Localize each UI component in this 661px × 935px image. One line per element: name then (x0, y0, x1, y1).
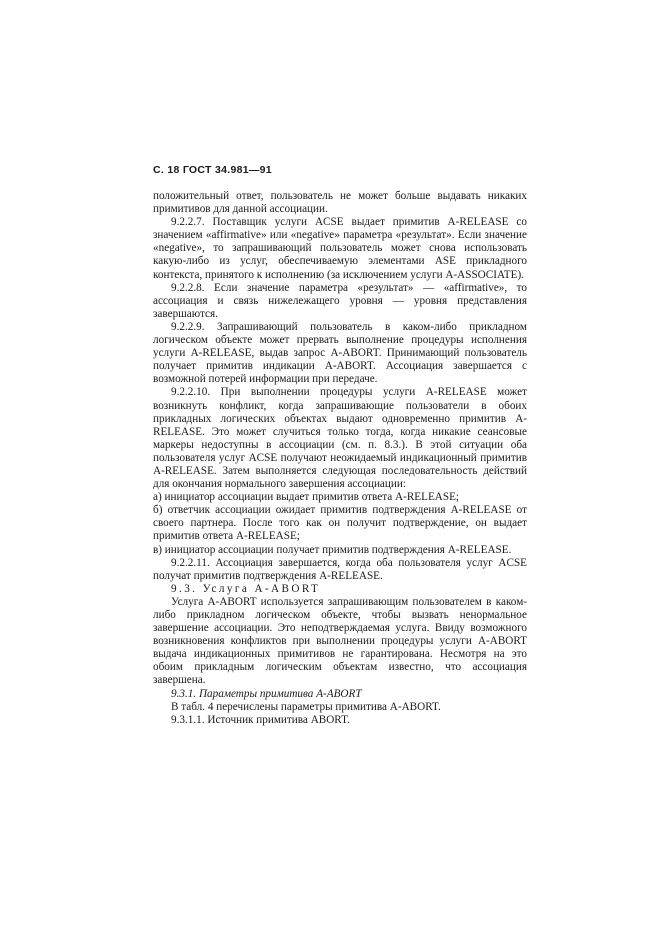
list-sequence (153, 491, 527, 556)
paragraph-9-3-1-1: 9.3.1.1. Источник примитива ABORT. (171, 713, 350, 726)
paragraph-continuation: положительный ответ, пользователь не может больше выдавать никаких примитивов для данной ассоциации. (153, 190, 527, 216)
paragraph-9-2-2-10: 9.2.2.10. При выполнении процедуры услуги A-RELEASE может возникнуть конфликт, когда запрашивающие пользователи в обоих прикладных логических объектах выдают одновременно примитив A-RELEASE. Это может случиться только тогда, когда никакие сеансовые маркеры недоступны в ассоциации (см. п. 8.3.). В этой ситуации оба пользователя услуг ACSE получают неожидаемый индикационный примитив A-RELEASE. Затем выполняется следующая последовательность действий для окончания нормального завершения ассоциации: (153, 386, 527, 491)
paragraph-9-2-2-9: 9.2.2.9. Запрашивающий пользователь в каком-либо прикладном логическом объекте может прервать выполнение процедуры исполнения услуги A-RELEASE, выдав запрос A-ABORT. Принимающий пользователь получает примитив индикации A-ABORT. Ассоциация завершается с возможной потерей информации при передаче. (153, 320, 527, 386)
list-item-c: в) инициатор ассоциации получает примитив подтверждения A-RELEASE. (153, 543, 512, 556)
section-heading-9-3: 9.3. Услуга A-ABORT (171, 582, 321, 595)
list-item-a: а) инициатор ассоциации выдает примитив ответа A-RELEASE; (153, 491, 460, 504)
paragraph-9-2-2-8: 9.2.2.8. Если значение параметра «результат» — «affirmative», то ассоциация и связь нижележащего уровня — уровня представления завершаются. (153, 281, 527, 320)
paragraph-table-4-ref: В табл. 4 перечислены параметры примитива A-ABORT. (171, 700, 441, 713)
page-header: С. 18 ГОСТ 34.981—91 (153, 164, 272, 176)
document-body (153, 190, 527, 727)
paragraph-9-2-2-11: 9.2.2.11. Ассоциация завершается, когда оба пользователя услуг ACSE получат примитив подтверждения A-RELEASE. (153, 556, 527, 582)
list-item-b: б) ответчик ассоциации ожидает примитив подтверждения A-RELEASE от своего партнера. После того как он получит подтверждение, он выдает примитив ответа A-RELEASE; (153, 504, 527, 543)
paragraph-9-3-body: Услуга A-ABORT используется запрашивающим пользователем в каком-либо прикладном логическом объекте, чтобы вызвать ненормальное завершение ассоциации. Это неподтверждаемая услуга. Ввиду возможного возникновения конфликтов при выполнении процедуры услуги A-ABORT выдача индикационных примитивов не гарантирована. Несмотря на это обоим прикладным логическим объектам известно, что ассоциация завершена. (153, 595, 527, 687)
document-page (153, 164, 527, 727)
subsection-heading-9-3-1: 9.3.1. Параметры примитива A-ABORT (171, 687, 362, 700)
paragraph-9-2-2-7: 9.2.2.7. Поставщик услуги ACSE выдает примитив A-RELEASE со значением «affirmative» или «negative» параметра «результат». Если значение «negative», то запрашивающий пользователь может снова использовать какую-либо из услуг, обеспечиваемую элементами ASE прикладного контекста, принятого к исполнению (за исключением услуги A-ASSOCIATE). (153, 216, 527, 281)
